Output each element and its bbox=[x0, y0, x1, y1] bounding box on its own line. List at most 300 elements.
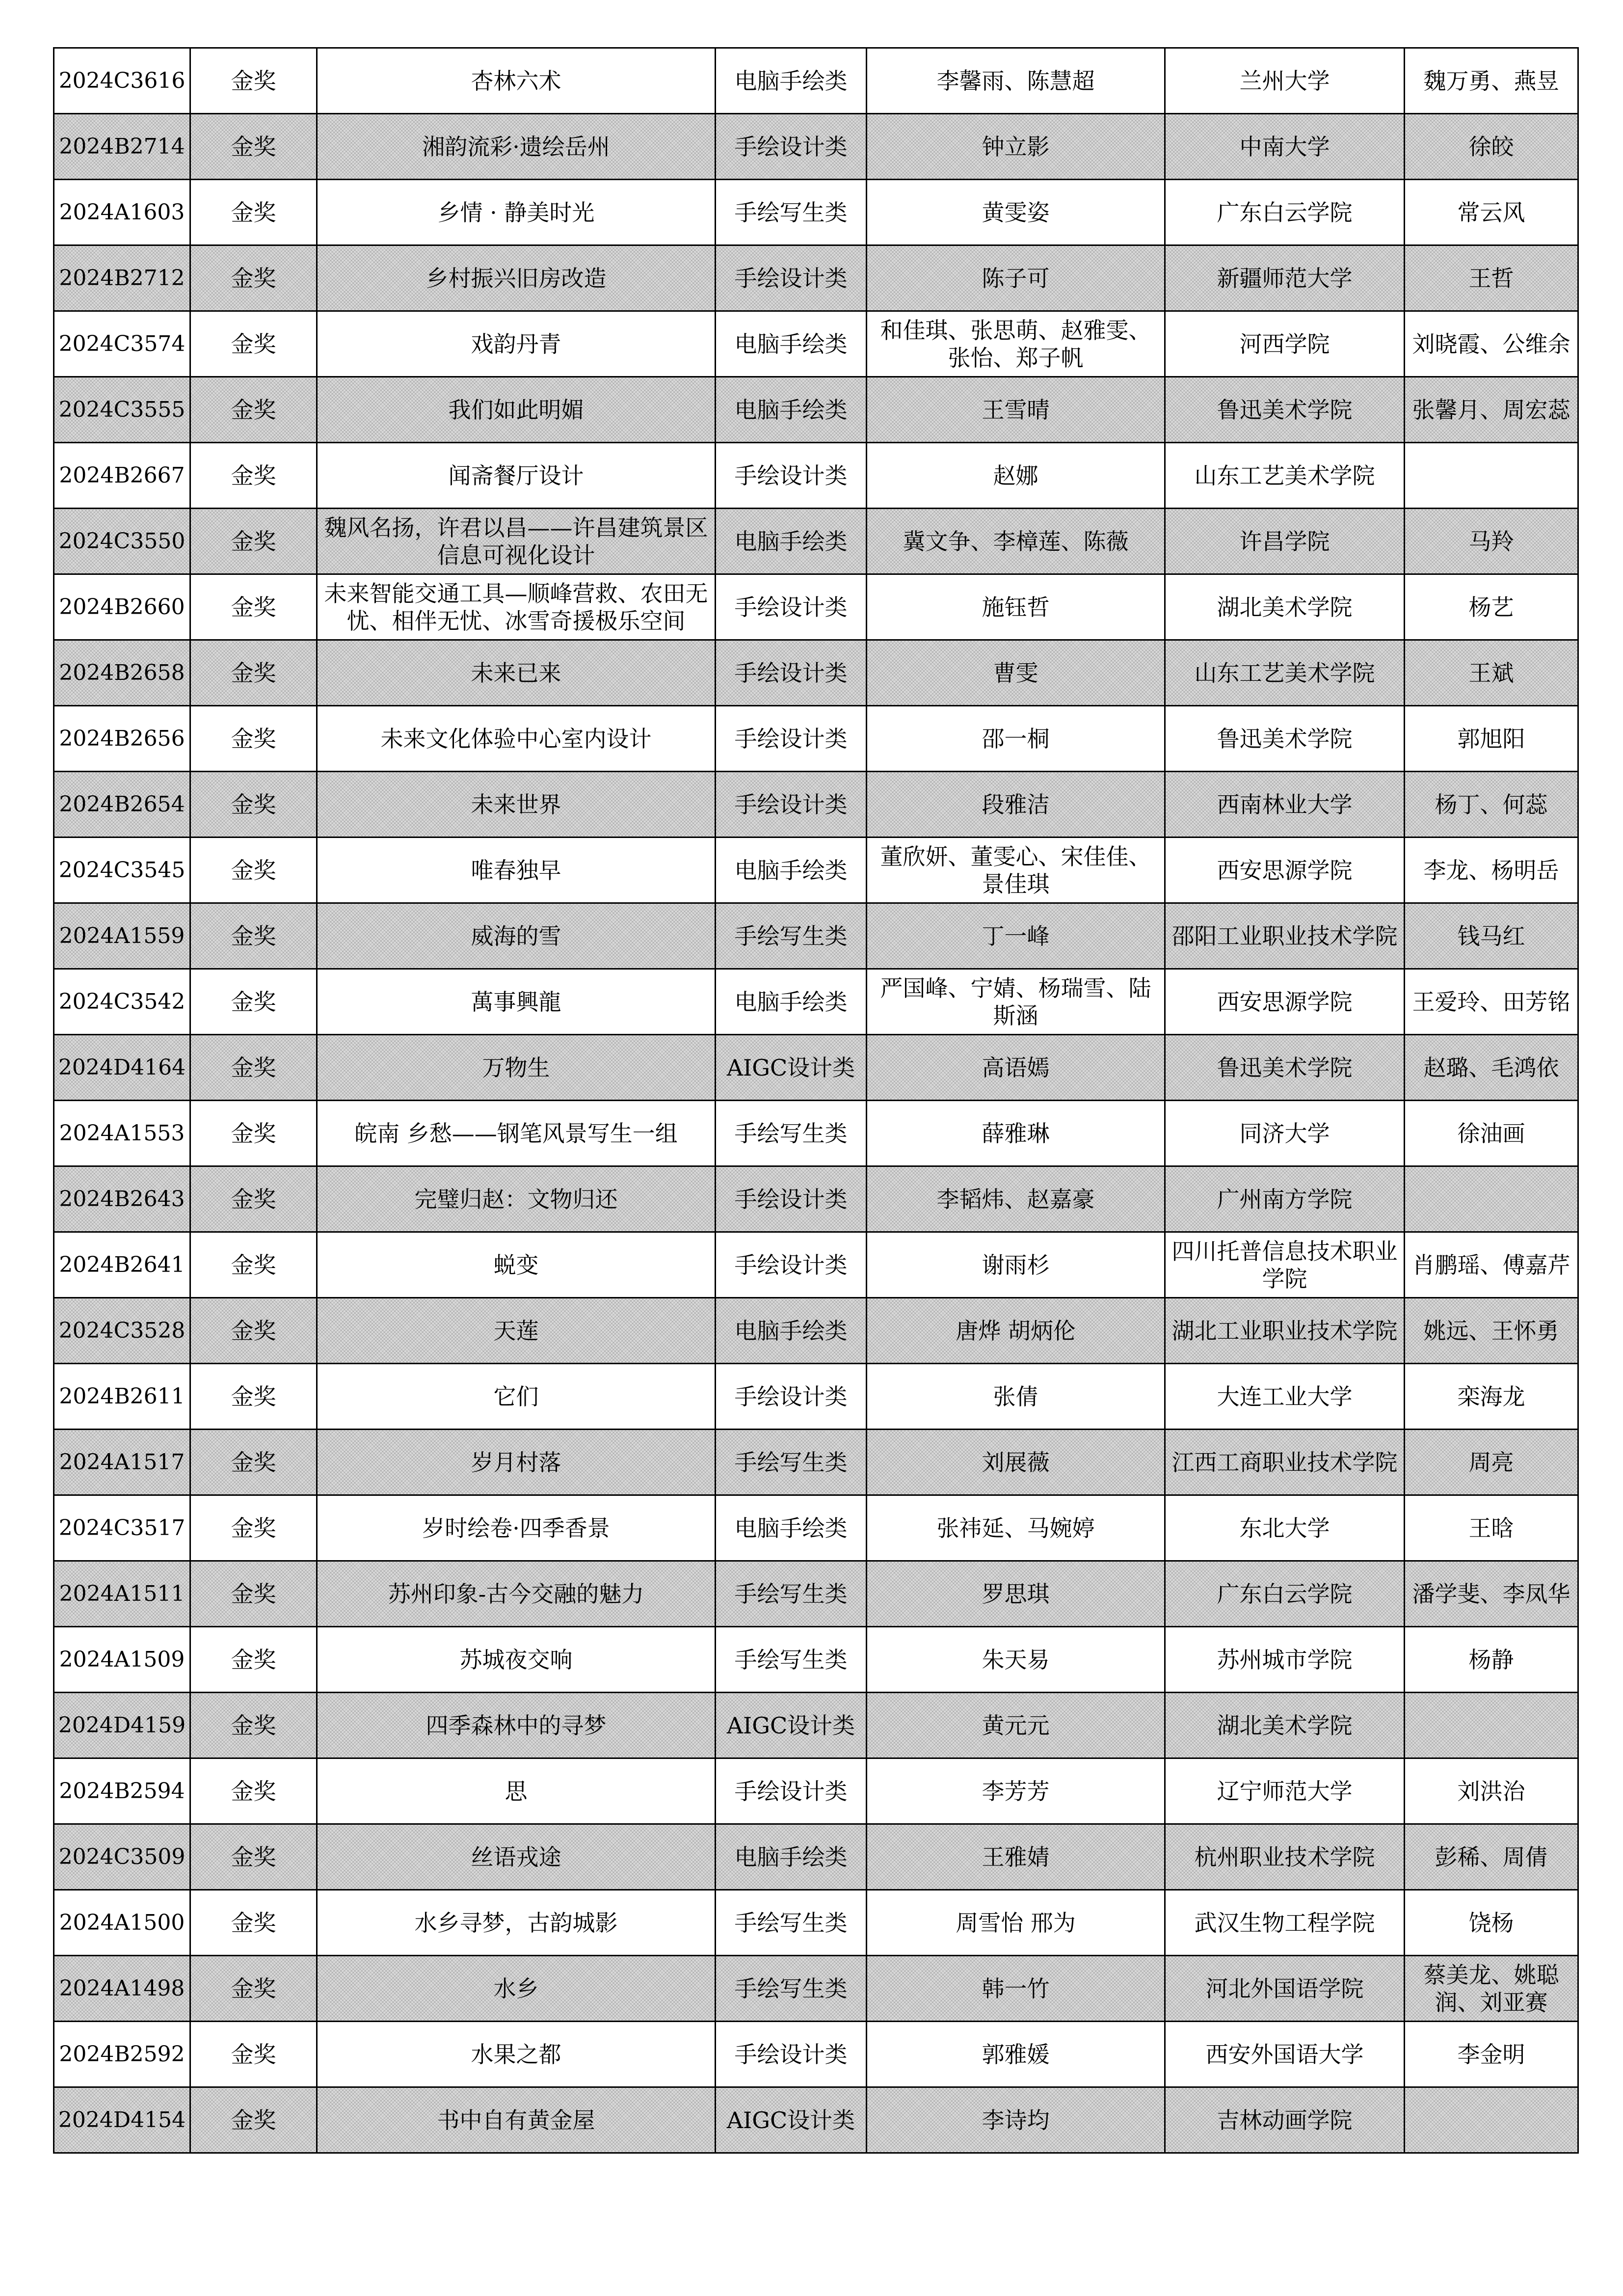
award-level-cell bbox=[190, 903, 317, 969]
entry-id-text: 2024C3550 bbox=[58, 528, 186, 554]
advisor-text: 常云风 bbox=[1457, 199, 1525, 226]
table-row bbox=[54, 640, 1578, 706]
advisor-text: 周亮 bbox=[1468, 1449, 1514, 1476]
award-level-text: 金奖 bbox=[231, 1909, 276, 1936]
category-cell bbox=[716, 377, 867, 443]
authors-text: 段雅洁 bbox=[982, 791, 1050, 818]
authors-text: 李馨雨、陈慧超 bbox=[936, 67, 1095, 94]
category-cell bbox=[716, 1561, 867, 1627]
work-title-cell bbox=[317, 1561, 716, 1627]
work-title-text: 闻斋餐厅设计 bbox=[448, 462, 584, 489]
advisor-text: 杨静 bbox=[1468, 1646, 1514, 1673]
award-level-text: 金奖 bbox=[231, 330, 276, 357]
award-level-text: 金奖 bbox=[231, 2041, 276, 2068]
table-row bbox=[54, 1232, 1578, 1298]
authors-cell bbox=[867, 1627, 1165, 1693]
authors-text: 黄雯姿 bbox=[982, 199, 1050, 226]
category-text: 电脑手绘类 bbox=[734, 396, 848, 423]
category-cell bbox=[716, 1232, 867, 1298]
category-cell bbox=[716, 2087, 867, 2153]
award-level-cell bbox=[190, 1824, 317, 1890]
school-cell bbox=[1165, 114, 1405, 180]
entry-id-cell bbox=[54, 509, 190, 574]
authors-text: 王雅婧 bbox=[982, 1843, 1050, 1870]
category-cell bbox=[716, 1430, 867, 1495]
award-level-cell bbox=[190, 1430, 317, 1495]
entry-id-text: 2024B2712 bbox=[59, 265, 185, 291]
advisor-cell bbox=[1405, 1890, 1578, 1956]
table-row bbox=[54, 772, 1578, 837]
award-level-cell bbox=[190, 1561, 317, 1627]
school-cell bbox=[1165, 969, 1405, 1035]
advisor-cell bbox=[1405, 311, 1578, 377]
entry-id-cell bbox=[54, 574, 190, 640]
entry-id-cell bbox=[54, 969, 190, 1035]
entry-id-cell bbox=[54, 837, 190, 903]
table-row bbox=[54, 1693, 1578, 1758]
category-cell bbox=[716, 1495, 867, 1561]
category-cell bbox=[716, 2022, 867, 2087]
table-row bbox=[54, 1824, 1578, 1890]
entry-id-cell bbox=[54, 1561, 190, 1627]
work-title-cell bbox=[317, 640, 716, 706]
advisor-cell bbox=[1405, 114, 1578, 180]
school-text: 广州南方学院 bbox=[1217, 1186, 1353, 1213]
work-title-cell bbox=[317, 1035, 716, 1101]
entry-id-text: 2024D4164 bbox=[58, 1054, 186, 1080]
advisor-text: 郭旭阳 bbox=[1457, 725, 1525, 752]
advisor-text: 刘晓霞、公维余 bbox=[1412, 330, 1570, 357]
entry-id-text: 2024B2641 bbox=[59, 1252, 185, 1277]
award-level-cell bbox=[190, 245, 317, 311]
advisor-cell bbox=[1405, 443, 1578, 509]
work-title-text: 水乡寻梦，古韵城影 bbox=[414, 1909, 618, 1936]
advisor-cell bbox=[1405, 1364, 1578, 1430]
authors-cell bbox=[867, 772, 1165, 837]
entry-id-cell bbox=[54, 443, 190, 509]
school-text: 湖北工业职业技术学院 bbox=[1171, 1317, 1398, 1344]
table-row bbox=[54, 1035, 1578, 1101]
authors-cell bbox=[867, 180, 1165, 245]
work-title-cell bbox=[317, 903, 716, 969]
school-cell bbox=[1165, 1035, 1405, 1101]
entry-id-cell bbox=[54, 1232, 190, 1298]
school-text: 吉林动画学院 bbox=[1217, 2107, 1353, 2134]
school-text: 兰州大学 bbox=[1239, 67, 1330, 94]
school-text: 河北外国语学院 bbox=[1205, 1975, 1364, 2002]
award-level-text: 金奖 bbox=[231, 396, 276, 423]
award-table-body bbox=[54, 48, 1578, 2153]
category-cell bbox=[716, 180, 867, 245]
school-cell bbox=[1165, 1166, 1405, 1232]
authors-text: 王雪晴 bbox=[982, 396, 1050, 423]
award-level-text: 金奖 bbox=[231, 1712, 276, 1739]
authors-cell bbox=[867, 245, 1165, 311]
entry-id-text: 2024D4154 bbox=[58, 2107, 186, 2133]
table-row bbox=[54, 969, 1578, 1035]
award-level-text: 金奖 bbox=[231, 1449, 276, 1476]
school-cell bbox=[1165, 377, 1405, 443]
work-title-text: 威海的雪 bbox=[471, 922, 561, 949]
advisor-text: 姚远、王怀勇 bbox=[1423, 1317, 1559, 1344]
school-cell bbox=[1165, 180, 1405, 245]
school-text: 辽宁师范大学 bbox=[1217, 1778, 1353, 1805]
entry-id-text: 2024A1559 bbox=[59, 923, 185, 948]
category-cell bbox=[716, 640, 867, 706]
authors-cell bbox=[867, 640, 1165, 706]
award-level-text: 金奖 bbox=[231, 1778, 276, 1805]
award-level-text: 金奖 bbox=[231, 1054, 276, 1081]
authors-cell bbox=[867, 509, 1165, 574]
work-title-text: 丝语戎途 bbox=[471, 1843, 561, 1870]
advisor-text: 赵璐、毛鸿依 bbox=[1423, 1054, 1559, 1081]
award-level-cell bbox=[190, 574, 317, 640]
category-cell bbox=[716, 1956, 867, 2022]
school-text: 广东白云学院 bbox=[1217, 1580, 1353, 1607]
advisor-text: 饶杨 bbox=[1468, 1909, 1514, 1936]
category-text: 电脑手绘类 bbox=[734, 1317, 848, 1344]
school-text: 广东白云学院 bbox=[1217, 199, 1353, 226]
authors-cell bbox=[867, 311, 1165, 377]
authors-text: 董欣妍、董雯心、宋佳佳、景佳琪 bbox=[880, 843, 1151, 897]
table-row bbox=[54, 1956, 1578, 2022]
entry-id-cell bbox=[54, 1495, 190, 1561]
entry-id-cell bbox=[54, 1758, 190, 1824]
award-level-text: 金奖 bbox=[231, 988, 276, 1015]
authors-text: 严国峰、宁婧、杨瑞雪、陆斯涵 bbox=[880, 974, 1151, 1029]
award-level-cell bbox=[190, 1495, 317, 1561]
work-title-text: 岁月村落 bbox=[471, 1449, 561, 1476]
award-level-cell bbox=[190, 1956, 317, 2022]
school-cell bbox=[1165, 311, 1405, 377]
school-text: 山东工艺美术学院 bbox=[1194, 659, 1375, 686]
entry-id-cell bbox=[54, 903, 190, 969]
award-level-text: 金奖 bbox=[231, 922, 276, 949]
category-text: 手绘设计类 bbox=[734, 594, 848, 621]
award-level-text: 金奖 bbox=[231, 133, 276, 160]
work-title-text: 四季森林中的寻梦 bbox=[426, 1712, 607, 1739]
entry-id-cell bbox=[54, 377, 190, 443]
category-cell bbox=[716, 903, 867, 969]
school-text: 西安外国语大学 bbox=[1205, 2041, 1364, 2068]
work-title-cell bbox=[317, 1824, 716, 1890]
award-level-cell bbox=[190, 640, 317, 706]
entry-id-cell bbox=[54, 245, 190, 311]
category-text: 电脑手绘类 bbox=[734, 857, 848, 884]
advisor-cell bbox=[1405, 2022, 1578, 2087]
category-cell bbox=[716, 574, 867, 640]
entry-id-text: 2024B2714 bbox=[59, 134, 185, 159]
advisor-cell bbox=[1405, 1561, 1578, 1627]
award-level-cell bbox=[190, 1101, 317, 1166]
table-row bbox=[54, 1561, 1578, 1627]
school-text: 东北大学 bbox=[1239, 1514, 1330, 1541]
school-text: 山东工艺美术学院 bbox=[1194, 462, 1375, 489]
award-level-text: 金奖 bbox=[231, 1383, 276, 1410]
advisor-cell bbox=[1405, 640, 1578, 706]
advisor-text: 杨丁、何蕊 bbox=[1435, 791, 1548, 818]
category-text: 电脑手绘类 bbox=[734, 1843, 848, 1870]
category-text: 手绘设计类 bbox=[734, 462, 848, 489]
advisor-text: 王斌 bbox=[1468, 659, 1514, 686]
advisor-cell bbox=[1405, 245, 1578, 311]
authors-text: 罗思琪 bbox=[982, 1580, 1050, 1607]
entry-id-cell bbox=[54, 2087, 190, 2153]
award-level-cell bbox=[190, 311, 317, 377]
award-level-text: 金奖 bbox=[231, 1646, 276, 1673]
authors-cell bbox=[867, 1495, 1165, 1561]
category-cell bbox=[716, 1166, 867, 1232]
category-text: 电脑手绘类 bbox=[734, 528, 848, 555]
school-cell bbox=[1165, 1495, 1405, 1561]
school-cell bbox=[1165, 772, 1405, 837]
advisor-cell bbox=[1405, 772, 1578, 837]
work-title-cell bbox=[317, 1627, 716, 1693]
table-row bbox=[54, 48, 1578, 114]
work-title-cell bbox=[317, 1890, 716, 1956]
authors-cell bbox=[867, 1232, 1165, 1298]
advisor-cell bbox=[1405, 509, 1578, 574]
entry-id-text: 2024A1498 bbox=[59, 1975, 185, 2001]
school-cell bbox=[1165, 1232, 1405, 1298]
award-level-cell bbox=[190, 1627, 317, 1693]
award-level-text: 金奖 bbox=[231, 265, 276, 292]
entry-id-text: 2024C3555 bbox=[58, 397, 186, 422]
entry-id-cell bbox=[54, 1890, 190, 1956]
authors-text: 陈子可 bbox=[982, 265, 1050, 292]
authors-text: 李芳芳 bbox=[982, 1778, 1050, 1805]
entry-id-text: 2024C3509 bbox=[58, 1844, 186, 1869]
work-title-text: 它们 bbox=[493, 1383, 539, 1410]
authors-text: 张倩 bbox=[993, 1383, 1038, 1410]
award-level-cell bbox=[190, 772, 317, 837]
work-title-cell bbox=[317, 1758, 716, 1824]
school-cell bbox=[1165, 1364, 1405, 1430]
advisor-text: 蔡美龙、姚聪润、刘亚赛 bbox=[1423, 1961, 1559, 2016]
category-text: 手绘设计类 bbox=[734, 1186, 848, 1213]
entry-id-text: 2024C3542 bbox=[58, 989, 186, 1014]
work-title-text: 岁时绘卷·四季香景 bbox=[422, 1514, 610, 1541]
work-title-cell bbox=[317, 1166, 716, 1232]
entry-id-cell bbox=[54, 1956, 190, 2022]
award-level-cell bbox=[190, 1298, 317, 1364]
entry-id-text: 2024C3616 bbox=[58, 68, 186, 93]
authors-cell bbox=[867, 1298, 1165, 1364]
category-cell bbox=[716, 114, 867, 180]
award-level-text: 金奖 bbox=[231, 1514, 276, 1541]
work-title-cell bbox=[317, 48, 716, 114]
school-text: 鲁迅美术学院 bbox=[1217, 396, 1353, 423]
work-title-cell bbox=[317, 443, 716, 509]
authors-text: 施钰哲 bbox=[982, 594, 1050, 621]
authors-text: 张祎延、马婉婷 bbox=[936, 1514, 1095, 1541]
award-level-cell bbox=[190, 443, 317, 509]
advisor-cell bbox=[1405, 837, 1578, 903]
advisor-cell bbox=[1405, 1627, 1578, 1693]
school-cell bbox=[1165, 245, 1405, 311]
category-cell bbox=[716, 311, 867, 377]
school-cell bbox=[1165, 837, 1405, 903]
work-title-cell bbox=[317, 509, 716, 574]
entry-id-text: 2024B2658 bbox=[59, 660, 185, 685]
advisor-cell bbox=[1405, 1956, 1578, 2022]
authors-cell bbox=[867, 1430, 1165, 1495]
work-title-text: 万物生 bbox=[482, 1054, 550, 1081]
entry-id-text: 2024A1509 bbox=[59, 1647, 185, 1672]
award-level-text: 金奖 bbox=[231, 1975, 276, 2002]
advisor-text: 潘学斐、李凤华 bbox=[1412, 1580, 1570, 1607]
work-title-text: 湘韵流彩·遗绘岳州 bbox=[422, 133, 610, 160]
entry-id-cell bbox=[54, 1035, 190, 1101]
school-text: 江西工商职业技术学院 bbox=[1171, 1449, 1398, 1476]
table-row bbox=[54, 1298, 1578, 1364]
authors-text: 刘展薇 bbox=[982, 1449, 1050, 1476]
award-level-cell bbox=[190, 1758, 317, 1824]
entry-id-text: 2024C3545 bbox=[58, 857, 186, 883]
entry-id-cell bbox=[54, 1627, 190, 1693]
category-text: 手绘写生类 bbox=[734, 1909, 848, 1936]
work-title-text: 未来智能交通工具—顺峰营救、农田无忧、相伴无忧、冰雪奇援极乐空间 bbox=[324, 580, 708, 634]
authors-text: 和佳琪、张思萌、赵雅雯、张怡、郑子帆 bbox=[880, 317, 1151, 371]
work-title-cell bbox=[317, 245, 716, 311]
advisor-cell bbox=[1405, 1232, 1578, 1298]
work-title-cell bbox=[317, 706, 716, 772]
school-text: 湖北美术学院 bbox=[1217, 594, 1353, 621]
school-cell bbox=[1165, 574, 1405, 640]
authors-cell bbox=[867, 48, 1165, 114]
table-row bbox=[54, 1364, 1578, 1430]
category-text: 电脑手绘类 bbox=[734, 330, 848, 357]
advisor-cell bbox=[1405, 1166, 1578, 1232]
school-text: 西安思源学院 bbox=[1217, 988, 1353, 1015]
school-text: 西安思源学院 bbox=[1217, 857, 1353, 884]
authors-cell bbox=[867, 1364, 1165, 1430]
authors-text: 冀文争、李樟莲、陈薇 bbox=[903, 528, 1129, 555]
category-text: 手绘设计类 bbox=[734, 265, 848, 292]
entry-id-text: 2024A1517 bbox=[59, 1449, 185, 1475]
entry-id-cell bbox=[54, 1166, 190, 1232]
entry-id-text: 2024B2654 bbox=[59, 791, 185, 817]
award-level-cell bbox=[190, 48, 317, 114]
work-title-text: 完璧归赵：文物归还 bbox=[414, 1186, 618, 1213]
school-cell bbox=[1165, 1890, 1405, 1956]
school-text: 鲁迅美术学院 bbox=[1217, 1054, 1353, 1081]
category-cell bbox=[716, 1101, 867, 1166]
school-cell bbox=[1165, 1101, 1405, 1166]
authors-cell bbox=[867, 1693, 1165, 1758]
award-level-text: 金奖 bbox=[231, 1580, 276, 1607]
work-title-cell bbox=[317, 1956, 716, 2022]
award-level-text: 金奖 bbox=[231, 1317, 276, 1344]
entry-id-cell bbox=[54, 640, 190, 706]
entry-id-cell bbox=[54, 48, 190, 114]
category-text: 手绘设计类 bbox=[734, 1778, 848, 1805]
school-cell bbox=[1165, 1693, 1405, 1758]
school-text: 同济大学 bbox=[1239, 1120, 1330, 1147]
award-level-text: 金奖 bbox=[231, 791, 276, 818]
work-title-cell bbox=[317, 2087, 716, 2153]
authors-cell bbox=[867, 2022, 1165, 2087]
school-cell bbox=[1165, 2022, 1405, 2087]
advisor-cell bbox=[1405, 1495, 1578, 1561]
category-text: 手绘写生类 bbox=[734, 199, 848, 226]
award-level-text: 金奖 bbox=[231, 1120, 276, 1147]
category-text: AIGC设计类 bbox=[726, 1712, 855, 1739]
table-row bbox=[54, 443, 1578, 509]
entry-id-text: 2024A1511 bbox=[59, 1581, 185, 1606]
entry-id-text: 2024A1500 bbox=[59, 1910, 185, 1935]
authors-cell bbox=[867, 1035, 1165, 1101]
school-text: 湖北美术学院 bbox=[1217, 1712, 1353, 1739]
table-row bbox=[54, 509, 1578, 574]
work-title-cell bbox=[317, 1298, 716, 1364]
authors-text: 谢雨杉 bbox=[982, 1251, 1050, 1278]
category-cell bbox=[716, 837, 867, 903]
work-title-cell bbox=[317, 772, 716, 837]
category-text: 手绘设计类 bbox=[734, 659, 848, 686]
entry-id-text: 2024B2667 bbox=[59, 462, 185, 488]
table-row bbox=[54, 903, 1578, 969]
entry-id-cell bbox=[54, 1101, 190, 1166]
advisor-cell bbox=[1405, 969, 1578, 1035]
work-title-cell bbox=[317, 180, 716, 245]
award-level-cell bbox=[190, 180, 317, 245]
category-cell bbox=[716, 1824, 867, 1890]
advisor-text: 李金明 bbox=[1457, 2041, 1525, 2068]
entry-id-text: 2024C3517 bbox=[58, 1515, 186, 1540]
advisor-cell bbox=[1405, 377, 1578, 443]
category-text: 手绘设计类 bbox=[734, 1383, 848, 1410]
work-title-text: 未来文化体验中心室内设计 bbox=[380, 725, 652, 752]
advisor-text: 王哲 bbox=[1468, 265, 1514, 292]
authors-cell bbox=[867, 1101, 1165, 1166]
advisor-cell bbox=[1405, 1430, 1578, 1495]
advisor-cell bbox=[1405, 1298, 1578, 1364]
work-title-text: 水乡 bbox=[493, 1975, 539, 2002]
category-text: 手绘写生类 bbox=[734, 922, 848, 949]
category-cell bbox=[716, 1627, 867, 1693]
school-cell bbox=[1165, 706, 1405, 772]
work-title-cell bbox=[317, 311, 716, 377]
authors-text: 郭雅媛 bbox=[982, 2041, 1050, 2068]
award-level-text: 金奖 bbox=[231, 659, 276, 686]
entry-id-cell bbox=[54, 772, 190, 837]
school-cell bbox=[1165, 2087, 1405, 2153]
authors-cell bbox=[867, 1890, 1165, 1956]
advisor-text: 肖鹏瑶、傅嘉芹 bbox=[1412, 1251, 1570, 1278]
authors-text: 黄元元 bbox=[982, 1712, 1050, 1739]
advisor-text: 王晗 bbox=[1468, 1514, 1514, 1541]
authors-cell bbox=[867, 443, 1165, 509]
work-title-text: 唯春独早 bbox=[471, 857, 561, 884]
work-title-text: 我们如此明媚 bbox=[448, 396, 584, 423]
entry-id-text: 2024A1603 bbox=[59, 199, 185, 225]
table-row bbox=[54, 2022, 1578, 2087]
authors-cell bbox=[867, 1166, 1165, 1232]
authors-text: 周雪怡 邢为 bbox=[956, 1909, 1076, 1936]
table-row bbox=[54, 377, 1578, 443]
advisor-text: 张馨月、周宏蕊 bbox=[1412, 396, 1570, 423]
entry-id-text: 2024B2611 bbox=[59, 1383, 185, 1409]
authors-cell bbox=[867, 1758, 1165, 1824]
category-cell bbox=[716, 1298, 867, 1364]
table-row bbox=[54, 574, 1578, 640]
authors-cell bbox=[867, 706, 1165, 772]
work-title-text: 戏韵丹青 bbox=[471, 330, 561, 357]
entry-id-text: 2024D4159 bbox=[58, 1712, 186, 1738]
award-level-cell bbox=[190, 1890, 317, 1956]
award-level-text: 金奖 bbox=[231, 594, 276, 621]
